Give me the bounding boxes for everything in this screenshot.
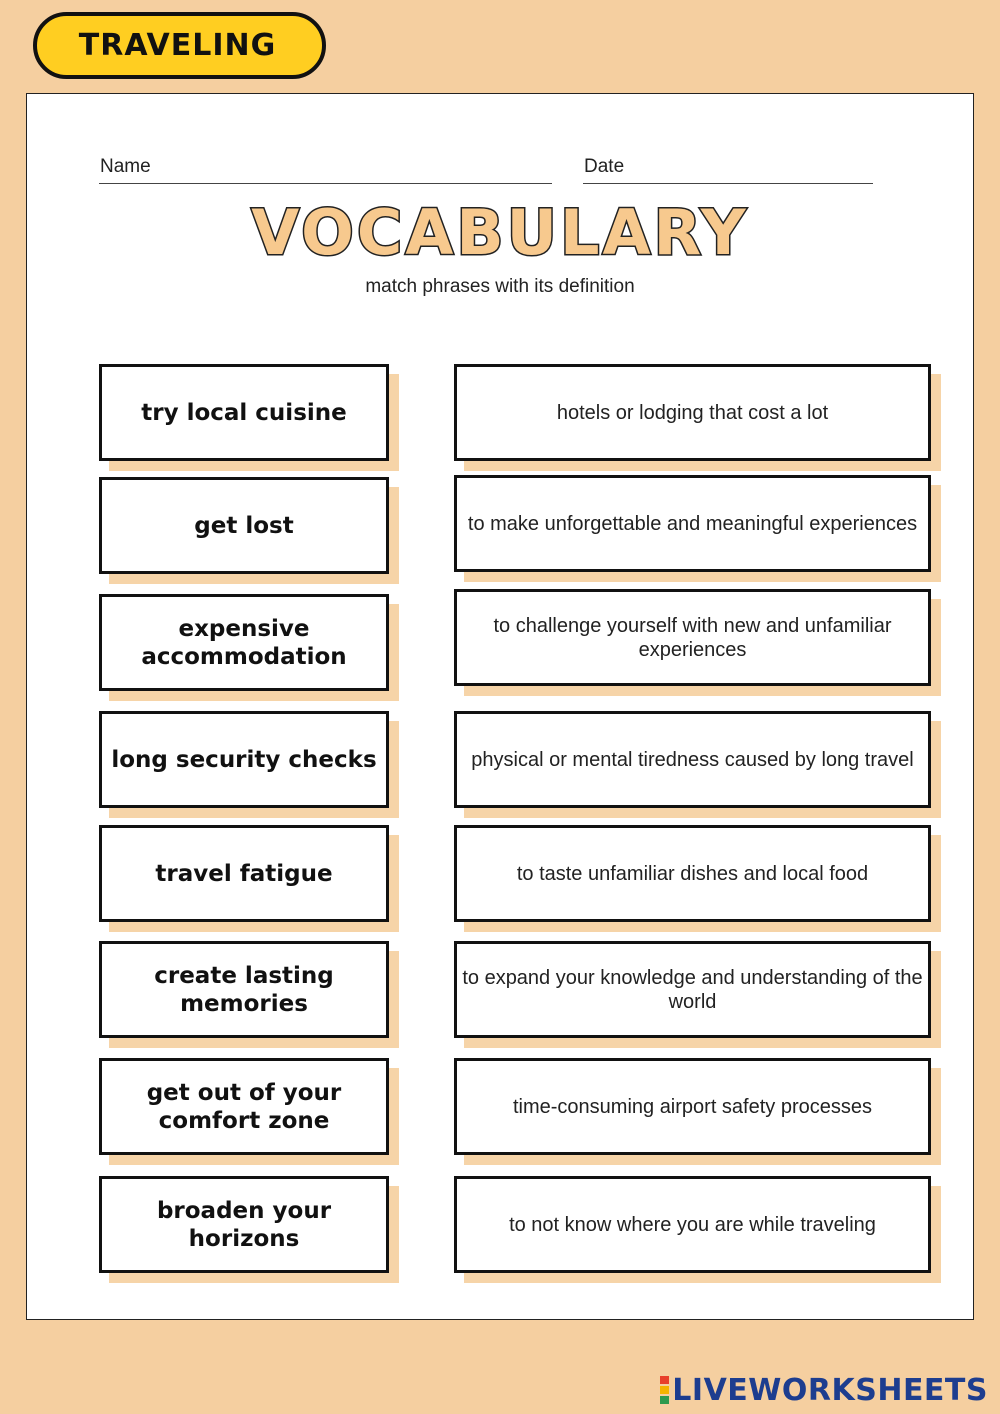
phrase-text: expensive accommodation [141,615,347,670]
phrase-text: get out of your comfort zone [146,1079,342,1134]
instructions: match phrases with its definition [365,276,635,297]
name-field[interactable] [99,183,552,184]
liveworksheets-logo-icon [660,1375,669,1405]
phrase-text: broaden your horizons [156,1197,332,1252]
phrase-text: get lost [194,512,294,539]
date-field[interactable] [583,183,873,184]
phrase-text: create lasting memories [154,962,334,1017]
logo-text: LIVEWORKSHEETS [672,1372,988,1408]
definition-card[interactable] [454,589,931,686]
definition-text: to not know where you are while traveling [509,1213,876,1236]
phrase-card[interactable] [99,594,389,691]
definition-text: to challenge yourself with new and unfamiliar experiences [493,614,892,661]
phrase-card[interactable] [99,711,389,808]
phrase-card[interactable] [99,825,389,922]
page-title: VOCABULARY [251,196,749,269]
definition-card[interactable] [454,941,931,1038]
definition-card[interactable] [454,1176,931,1273]
definition-card[interactable] [454,1058,931,1155]
phrase-card[interactable] [99,941,389,1038]
definition-card[interactable] [454,711,931,808]
definition-text: physical or mental tiredness caused by long travel [471,748,914,771]
phrase-card[interactable] [99,477,389,574]
definition-card[interactable] [454,475,931,572]
definition-card[interactable] [454,364,931,461]
topic-tag: TRAVELING [33,12,326,79]
definition-text: to make unforgettable and meaningful experiences [467,512,918,535]
definition-text: hotels or lodging that cost a lot [556,401,829,424]
phrase-text: long security checks [111,746,377,773]
phrase-card[interactable] [99,364,389,461]
phrase-card[interactable] [99,1176,389,1273]
definition-text: to taste unfamiliar dishes and local food [516,862,869,885]
name-label: Name [100,156,151,177]
liveworksheets-logo[interactable] [660,1372,988,1408]
date-label: Date [584,156,625,177]
phrase-card[interactable] [99,1058,389,1155]
phrase-text: try local cuisine [141,399,347,426]
definition-text: to expand your knowledge and understanding of the world [462,966,923,1013]
phrase-text: travel fatigue [155,860,333,887]
definition-card[interactable] [454,825,931,922]
definition-text: time-consuming airport safety processes [512,1095,873,1118]
